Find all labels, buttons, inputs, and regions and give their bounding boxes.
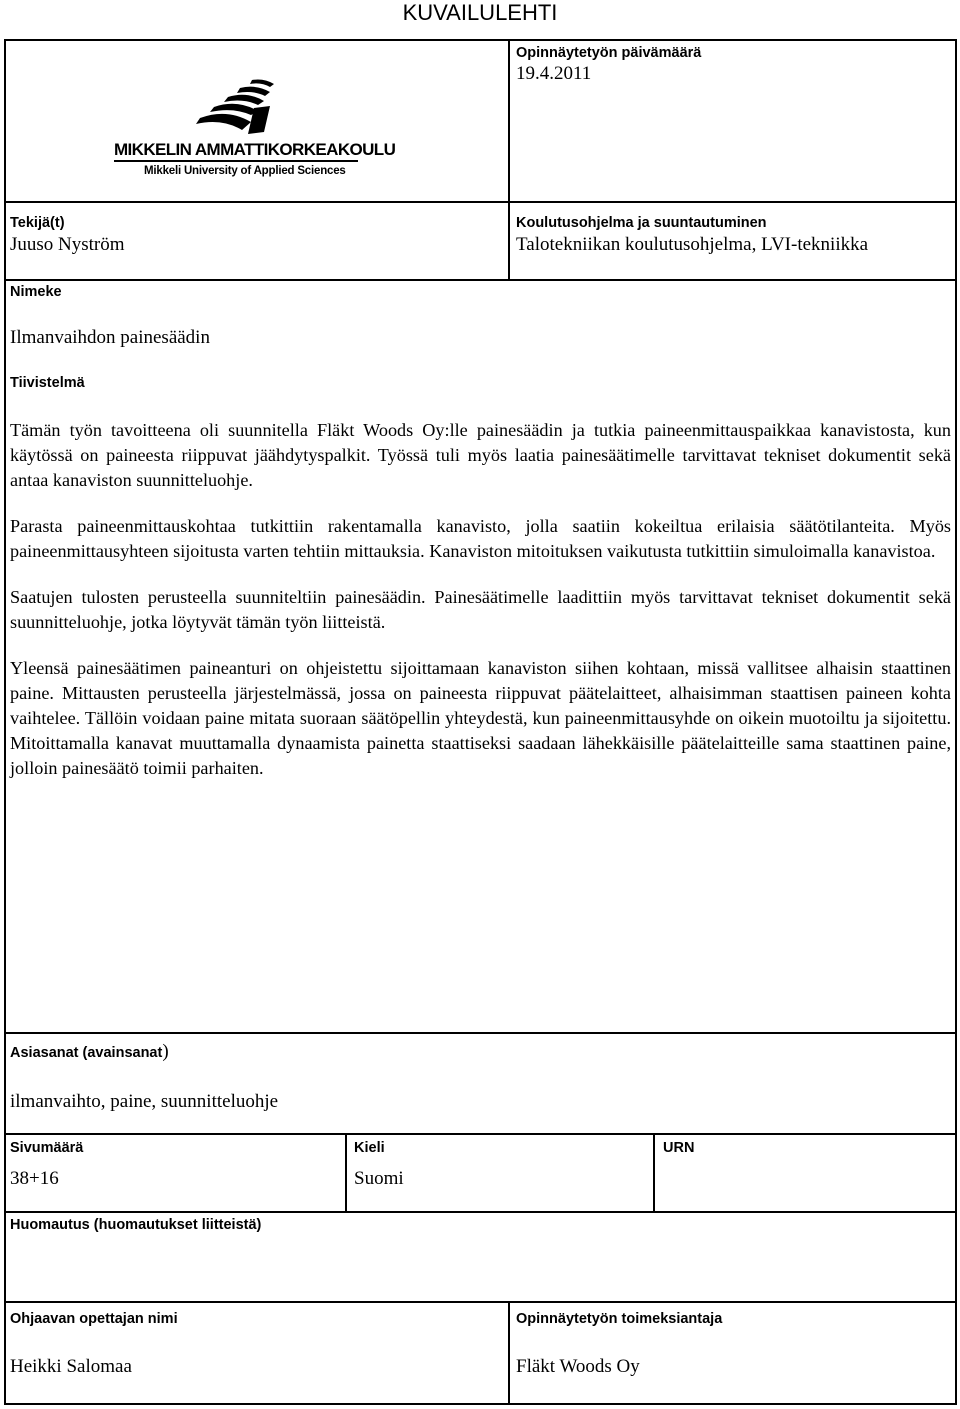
divider xyxy=(508,1301,510,1405)
urn-label: URN xyxy=(663,1140,695,1156)
pages-value: 38+16 xyxy=(10,1168,59,1189)
commissioner-value: Fläkt Woods Oy xyxy=(516,1356,640,1377)
programme-value: Talotekniikan koulutusohjelma, LVI-tekniikka xyxy=(516,234,869,255)
language-label: Kieli xyxy=(354,1140,385,1156)
abstract-label: Tiivistelmä xyxy=(10,375,85,391)
notes-label: Huomautus (huomautukset liitteistä) xyxy=(10,1217,262,1233)
page-title: KUVAILULEHTI xyxy=(402,0,558,25)
author-value: Juuso Nyström xyxy=(10,234,125,255)
author-label: Tekijä(t) xyxy=(10,215,65,231)
name-label: Nimeke xyxy=(10,284,62,300)
language-value: Suomi xyxy=(354,1168,404,1189)
abstract-paragraph: Saatujen tulosten perusteella suunniteltiin painesäädin. Painesäätimelle laadittiin myös tarvittavat tekniset dokumentit sekä suunnitteluohje, jotka löytyvät tämän työn liitteistä. xyxy=(10,587,951,632)
divider xyxy=(5,279,956,281)
divider xyxy=(5,1133,956,1135)
divider xyxy=(5,201,956,203)
abstract-paragraph: Tämän työn tavoitteena oli suunnitella Fläkt Woods Oy:lle painesäädin ja tutkia paineenmittauspaikkaa kanavistosta, kun käytössä on paineesta riippuvat jäähdytyspalkit. Työssä tuli myös laatia painesäätimelle tarvittavat tekniset dokumentit sekä antaa kanaviston suunnitteluohje. xyxy=(10,420,951,490)
pages-label: Sivumäärä xyxy=(10,1140,84,1156)
divider xyxy=(5,1032,956,1034)
divider xyxy=(345,1133,347,1211)
logo-rule xyxy=(114,160,358,162)
logo-subtitle: Mikkeli University of Applied Sciences xyxy=(144,165,346,177)
divider xyxy=(508,40,510,280)
abstract-body xyxy=(10,418,951,802)
university-logo xyxy=(114,78,396,184)
logo-name: MIKKELIN AMMATTIKORKEAKOULU xyxy=(114,140,396,159)
abstract-paragraph: Yleensä painesäätimen paineanturi on ohjeistettu sijoittamaan kanaviston siihen kohtaan, missä vallitsee alhaisin staattinen paine. Mittausten perusteella järjestelmässä, jossa on paineesta riippuvat päätelaitteet, alhaisimman staattisen paineen kohta vaihtelee. Tällöin voidaan paine mitata suoraan säätöpellin yhteydestä, kun paineenmittausyhde on oikein muotoiltu ja sijoitettu. Mitoittamalla kanavat muuttamalla dynaamista painetta staattiseksi saadaan lähekkäisille päätelaitteille sama staattinen paine, jolloin painesäätö toimii parhaiten. xyxy=(10,658,951,778)
supervisor-label: Ohjaavan opettajan nimi xyxy=(10,1311,178,1327)
commissioner-label: Opinnäytetyön toimeksiantaja xyxy=(516,1311,723,1327)
programme-label: Koulutusohjelma ja suuntautuminen xyxy=(516,215,767,231)
divider xyxy=(5,1211,956,1213)
name-value: Ilmanvaihdon painesäädin xyxy=(10,327,210,348)
date-label: Opinnäytetyön päivämäärä xyxy=(516,45,702,61)
divider xyxy=(5,1301,956,1303)
keywords-label-paren: ) xyxy=(162,1041,169,1062)
abstract-paragraph: Parasta paineenmittauskohtaa tutkittiin rakentamalla kanavisto, jolla saatiin kokeiltua erilaisia säätötilanteita. Myös paineenmittausyhteen sijoitusta varten tehtiin mittauksia. Kanaviston mitoituksen vaikutusta tutkittiin simuloimalla kanavistoa. xyxy=(10,516,951,561)
keywords-value: ilmanvaihto, paine, suunnitteluohje xyxy=(10,1091,279,1112)
keywords-label xyxy=(10,1043,169,1062)
keywords-label-text: Asiasanat (avainsanat xyxy=(10,1045,163,1061)
supervisor-value: Heikki Salomaa xyxy=(10,1356,132,1377)
mamk-wing-logo-icon xyxy=(114,78,358,138)
divider xyxy=(653,1133,655,1211)
date-value: 19.4.2011 xyxy=(516,63,592,84)
